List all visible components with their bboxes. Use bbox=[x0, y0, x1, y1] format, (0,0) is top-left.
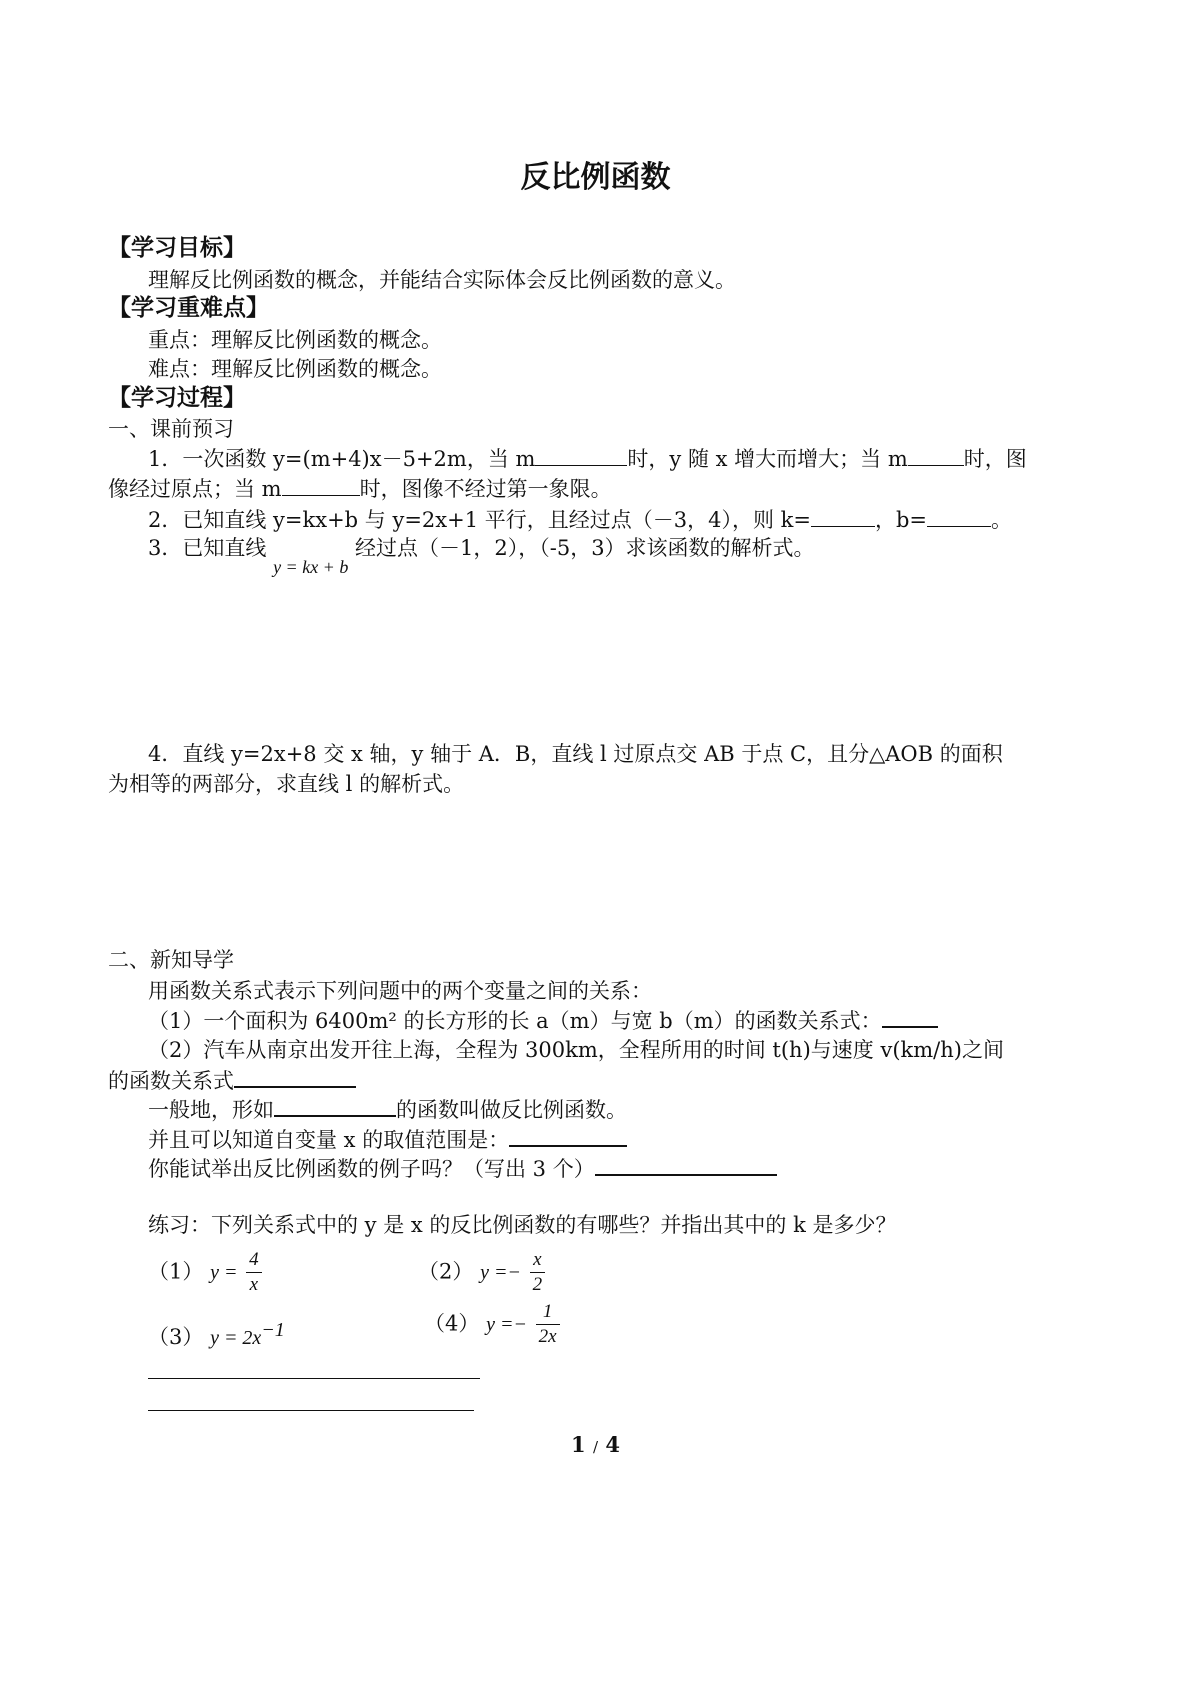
process-heading: 【学习过程】 bbox=[108, 385, 246, 411]
numerator: 4 bbox=[246, 1248, 262, 1273]
difficult-point: 难点：理解反比例函数的概念。 bbox=[148, 357, 442, 381]
numerator: 1 bbox=[536, 1300, 560, 1325]
fraction bbox=[530, 1248, 546, 1297]
q2-text-c: 。 bbox=[991, 508, 1013, 532]
part2-heading: 二、新知导学 bbox=[108, 948, 234, 972]
answer-blank[interactable] bbox=[509, 1127, 627, 1147]
problem-1 bbox=[148, 1008, 938, 1034]
denominator: 2x bbox=[538, 1325, 557, 1347]
definition-line bbox=[148, 1097, 627, 1123]
item-label: （1） bbox=[148, 1259, 204, 1284]
examples-line bbox=[148, 1156, 777, 1182]
practice-item-2 bbox=[418, 1248, 547, 1297]
practice-prompt: 练习：下列关系式中的 y 是 x 的反比例函数的有哪些？并指出其中的 k 是多少？ bbox=[148, 1213, 897, 1237]
goal-text: 理解反比例函数的概念，并能结合实际体会反比例函数的意义。 bbox=[148, 268, 736, 292]
q1-text-d: 像经过原点；当 m bbox=[108, 477, 282, 501]
page-number bbox=[0, 1432, 1191, 1457]
key-point: 重点：理解反比例函数的概念。 bbox=[148, 328, 442, 352]
item-lhs: y = 2x bbox=[210, 1327, 262, 1349]
q3-formula: y = kx + b bbox=[273, 557, 349, 577]
q1-text-c: 时，图 bbox=[963, 447, 1027, 471]
page-current: 1 bbox=[571, 1432, 586, 1457]
exponent: −1 bbox=[261, 1319, 285, 1341]
answer-blank[interactable] bbox=[535, 447, 627, 466]
minus-sign: − bbox=[507, 1261, 521, 1284]
answer-blank[interactable] bbox=[882, 1008, 938, 1028]
fraction bbox=[536, 1300, 560, 1349]
q3-text-a: 3．已知直线 bbox=[148, 536, 267, 560]
answer-blank[interactable] bbox=[282, 477, 360, 496]
question-1-line1 bbox=[148, 447, 1027, 472]
answer-blank[interactable] bbox=[595, 1156, 777, 1176]
practice-item-1 bbox=[148, 1248, 264, 1297]
problem-2-line1: （2）汽车从南京出发开往上海，全程为 300km，全程所用的时间 t(h)与速度 v(km/h)之间 bbox=[148, 1038, 1004, 1062]
page-separator: / bbox=[592, 1438, 599, 1456]
problem-2-text: 的函数关系式 bbox=[108, 1069, 234, 1093]
practice-item-3 bbox=[148, 1318, 285, 1350]
problem-2-line2 bbox=[108, 1068, 356, 1094]
goal-heading: 【学习目标】 bbox=[108, 235, 246, 261]
fraction bbox=[246, 1248, 262, 1297]
answer-blank[interactable] bbox=[811, 508, 875, 527]
item-lhs: y = bbox=[480, 1261, 508, 1284]
q1-text-a: 1．一次函数 y=(m+4)x－5+2m，当 m bbox=[148, 447, 536, 471]
answer-blank[interactable] bbox=[234, 1068, 356, 1088]
problem-1-text: （1）一个面积为 6400m² 的长方形的长 a（m）与宽 b（m）的函数关系式： bbox=[148, 1009, 882, 1033]
question-3 bbox=[148, 536, 815, 577]
q1-text-b: 时，y 随 x 增大而增大；当 m bbox=[627, 447, 908, 471]
item-label: （3） bbox=[148, 1325, 204, 1349]
item-label: （2） bbox=[418, 1259, 474, 1284]
answer-line[interactable] bbox=[148, 1378, 480, 1379]
answer-line[interactable] bbox=[148, 1410, 474, 1411]
question-2 bbox=[148, 508, 1012, 533]
item-label: （4） bbox=[424, 1311, 480, 1336]
denominator: 2 bbox=[532, 1273, 543, 1295]
answer-blank[interactable] bbox=[274, 1097, 396, 1117]
question-4-line2: 为相等的两部分，求直线 l 的解析式。 bbox=[108, 772, 465, 796]
denominator: x bbox=[249, 1273, 259, 1295]
question-4-line1: 4．直线 y=2x+8 交 x 轴，y 轴于 A．B，直线 l 过原点交 AB 于点 C，且分△AOB 的面积 bbox=[148, 742, 1003, 766]
answer-blank[interactable] bbox=[908, 447, 964, 466]
part2-intro: 用函数关系式表示下列问题中的两个变量之间的关系： bbox=[148, 979, 652, 1003]
answer-blank[interactable] bbox=[927, 508, 991, 527]
minus-sign: − bbox=[513, 1313, 527, 1336]
definition-text-b: 的函数叫做反比例函数。 bbox=[396, 1098, 627, 1122]
examples-text: 你能试举出反比例函数的例子吗？（写出 3 个） bbox=[148, 1157, 595, 1181]
page-total: 4 bbox=[605, 1432, 620, 1457]
practice-item-4 bbox=[424, 1300, 562, 1349]
part1-heading: 一、课前预习 bbox=[108, 417, 234, 441]
item-lhs: y = bbox=[210, 1261, 238, 1284]
item-lhs: y = bbox=[486, 1313, 514, 1336]
key-heading: 【学习重难点】 bbox=[108, 295, 269, 321]
domain-text: 并且可以知道自变量 x 的取值范围是： bbox=[148, 1128, 510, 1152]
numerator: x bbox=[530, 1248, 546, 1273]
q2-text-b: ，b= bbox=[874, 508, 928, 532]
page-title: 反比例函数 bbox=[520, 160, 671, 195]
q1-text-e: 时，图像不经过第一象限。 bbox=[359, 477, 612, 501]
question-1-line2 bbox=[108, 477, 612, 502]
definition-text-a: 一般地，形如 bbox=[148, 1098, 274, 1122]
domain-line bbox=[148, 1127, 627, 1153]
q2-text-a: 2．已知直线 y=kx+b 与 y=2x+1 平行，且经过点（－3，4），则 k= bbox=[148, 508, 811, 532]
q3-text-b: 经过点（－1，2），（-5，3）求该函数的解析式。 bbox=[355, 536, 815, 560]
